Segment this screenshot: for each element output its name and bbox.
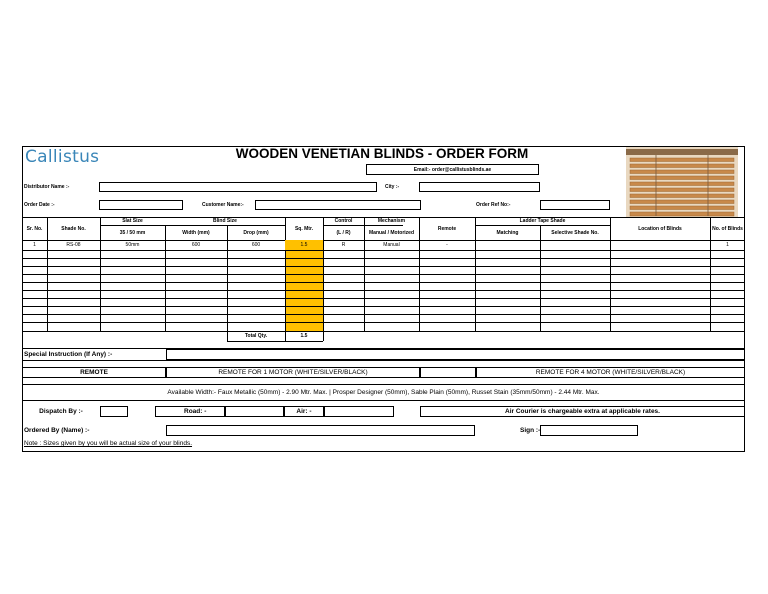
col-width: Width (mm) [182, 229, 210, 236]
distributor-label: Distributor Name :- [24, 184, 70, 190]
customer-name-label: Customer Name:- [202, 202, 244, 208]
distributor-name-field[interactable] [99, 182, 377, 192]
sizes-note: Note : Sizes given by you will be actual size of your blinds. [24, 440, 193, 447]
col-control: (L / R) [336, 229, 351, 236]
air-label: Air: - [284, 406, 324, 417]
email-text: Email:- order@callistusblinds.ae [413, 166, 492, 173]
city-field[interactable] [419, 182, 540, 192]
row1-remote: - [446, 242, 448, 248]
order-date-field[interactable] [99, 200, 183, 210]
sign-field[interactable] [540, 425, 638, 436]
control-group-header: Control [334, 218, 353, 224]
row1-sqm: 1.5 [285, 240, 323, 250]
row1-mechanism: Manual [383, 242, 400, 248]
remote-label: REMOTE [22, 367, 166, 378]
row1-sr: 1 [33, 242, 36, 248]
remote-1-motor-qty[interactable] [420, 367, 476, 378]
row1-no-of-blinds: 1 [726, 242, 729, 248]
dispatch-by-field[interactable] [100, 406, 128, 417]
air-courier-note: Air Courier is chargeable extra at applicable rates. [420, 406, 745, 417]
available-width-note: Available Width:- Faux Metallic (50mm) - 2.90 Mtr. Max. | Prosper Designer (50mm), Sable Plain (50mm), Russet Stain (35mm/50mm) - 2.44 Mtr. Max. [167, 388, 600, 396]
email-box [366, 164, 539, 175]
col-slat-size: 35 / 50 mm [119, 229, 146, 236]
slat-size-group-header: Slat Size [122, 218, 143, 224]
col-drop: Drop (mm) [243, 229, 269, 236]
city-label: City :- [385, 184, 400, 190]
total-qty-value: 1.5 [300, 333, 308, 339]
blinds-product-image [626, 147, 738, 217]
special-instruction-label: Special Instruction (If Any) :- [24, 351, 113, 358]
col-remote: Remote [437, 225, 457, 232]
row1-control: R [341, 242, 346, 248]
row1-width: 600 [191, 242, 201, 248]
row1-drop: 600 [251, 242, 261, 248]
ordered-by-label: Ordered By (Name) :- [24, 427, 90, 434]
ordered-by-field[interactable] [166, 425, 475, 436]
special-instruction-field[interactable] [166, 349, 745, 360]
row1-shade: RS-08 [66, 242, 81, 248]
col-selective-shade: Selective Shade No. [551, 229, 599, 236]
remote-4-motor-option[interactable]: REMOTE FOR 4 MOTOR (WHITE/SILVER/BLACK) [476, 367, 745, 378]
row1-slat: 50mm [125, 242, 140, 248]
col-sq-mtr: Sq. Mtr. [294, 225, 314, 232]
order-ref-label: Order Ref No:- [476, 202, 511, 208]
col-matching: Matching [496, 229, 519, 236]
order-ref-field[interactable] [540, 200, 610, 210]
mechanism-group-header: Mechanism [377, 218, 406, 224]
dispatch-by-label: Dispatch By :- [39, 408, 83, 415]
remote-1-motor-option[interactable]: REMOTE FOR 1 MOTOR (WHITE/SILVER/BLACK) [166, 367, 420, 378]
sign-label: Sign :- [520, 427, 541, 434]
blind-size-group-header: Blind Size [213, 218, 237, 224]
col-no-of-blinds: No. of Blinds [712, 225, 743, 232]
page-title: WOODEN VENETIAN BLINDS - ORDER FORM [235, 146, 529, 161]
col-sr-no: Sr. No. [26, 225, 43, 232]
col-mechanism: Manual / Motorized [369, 229, 414, 236]
ladder-tape-group-header: Ladder Tape Shade [519, 218, 566, 224]
road-label: Road: - [155, 406, 225, 417]
air-field[interactable] [324, 406, 394, 417]
road-field[interactable] [225, 406, 284, 417]
customer-name-field[interactable] [255, 200, 421, 210]
order-date-label: Order Date :- [24, 202, 55, 208]
col-shade-no: Shade No. [61, 225, 86, 232]
total-qty-label: Total Qty. [244, 333, 268, 339]
col-location: Location of Blinds [638, 225, 682, 232]
company-logo: Callistus [25, 147, 100, 167]
